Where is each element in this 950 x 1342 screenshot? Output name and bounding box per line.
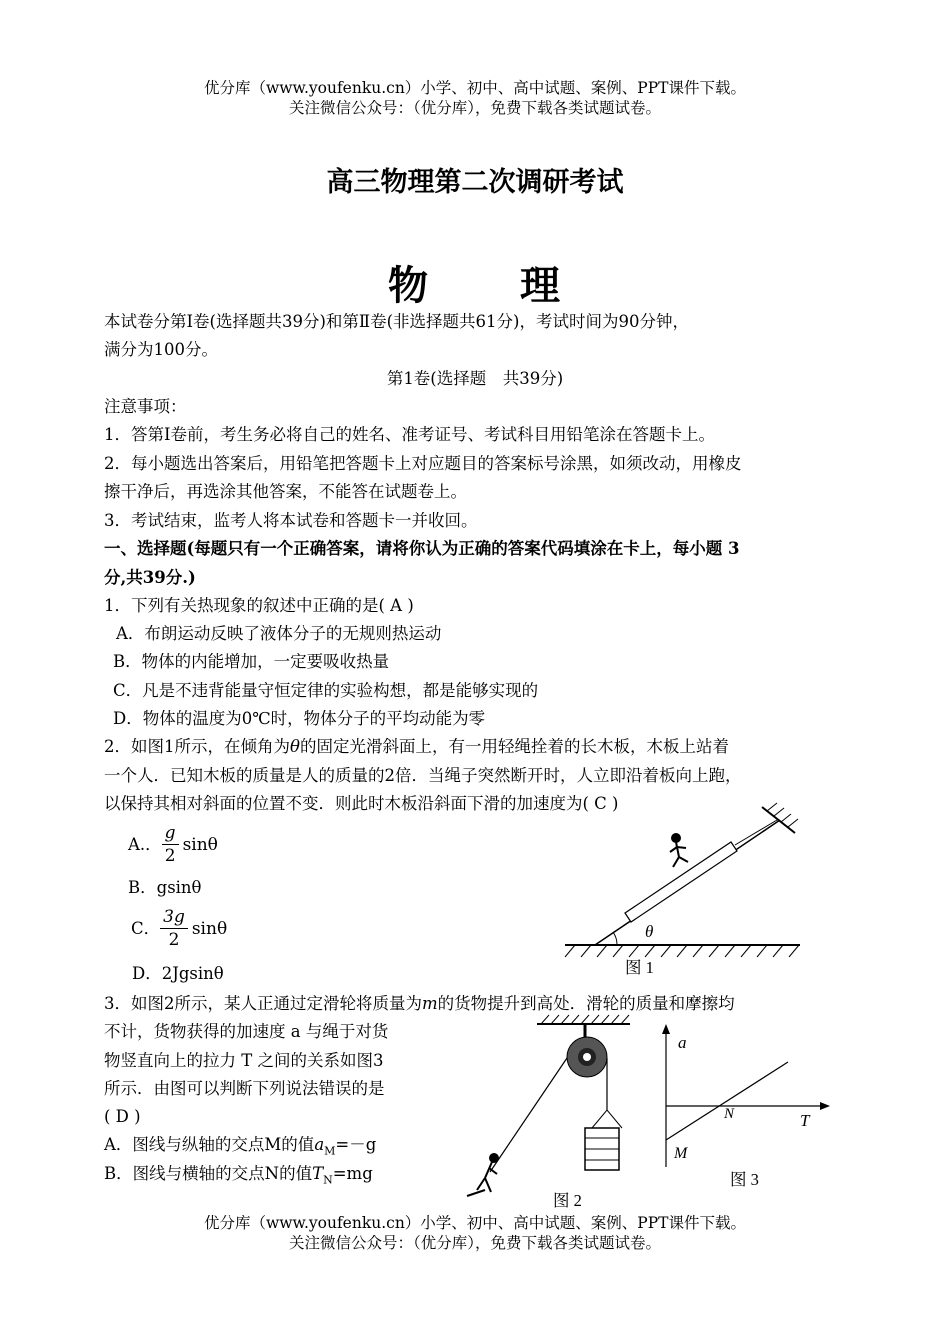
q2-option-c-num: 3g: [160, 906, 188, 929]
q3-option-b-sub: N: [323, 1173, 333, 1187]
notes-item2-line1: 2．每小题选出答案后，用铅笔把答题卡上对应题目的答案标号涂黑，如须改动，用橡皮: [104, 454, 742, 473]
intro-line2: 满分为100分。: [104, 340, 218, 359]
q3-line3: 物竖直向上的拉力 T 之间的关系如图3: [104, 1051, 384, 1070]
footer-line2: 关注微信公众号：（优分库），免费下载各类试题试卷。: [288, 1234, 661, 1252]
section1-heading-line2: 分,共39分.): [104, 568, 196, 587]
q3-m: m: [422, 994, 438, 1013]
fig3-label-t: T: [800, 1111, 810, 1130]
q3-option-a-pre: A．图线与纵轴的交点M的值: [104, 1135, 315, 1154]
q3-option-a-var: a: [314, 1135, 325, 1154]
fig1-ground-hatch: [565, 945, 799, 957]
q2-option-a: [128, 822, 218, 867]
fig1-caption: 图 1: [625, 958, 654, 977]
q2-line1-pre: 2．如图1所示，在倾角为: [104, 737, 290, 756]
q2-option-a-num: g: [162, 822, 179, 845]
q2-option-c-den: 2: [168, 930, 180, 950]
fig3-caption: 图 3: [730, 1170, 759, 1189]
footer-line1: 优分库（www.youfenku.cn）小学、初中、高中试题、案例、PPT课件下载。: [203, 1214, 747, 1232]
q2-theta: θ: [290, 737, 300, 756]
q3-option-b-var: T: [312, 1164, 324, 1183]
q3-option-a-sub: M: [324, 1144, 336, 1158]
intro-line1: 本试卷分第Ⅰ卷(选择题共39分)和第Ⅱ卷(非选择题共61分)，考试时间为90分钟，: [104, 312, 689, 331]
q1-option-c: C．凡是不违背能量守恒定律的实验构想，都是能够实现的: [113, 681, 539, 700]
q3-option-b-pre: B．图线与横轴的交点N的值: [104, 1164, 313, 1183]
subject-char2: 理: [520, 262, 562, 309]
figure-2: [455, 1010, 645, 1210]
notes-item1: 1．答第Ⅰ卷前，考生务必将自己的姓名、准考证号、考试科目用铅笔涂在答题卡上。: [104, 425, 716, 444]
header-line1: 优分库（www.youfenku.cn）小学、初中、高中试题、案例、PPT课件下载。: [203, 79, 747, 97]
figure-3: [650, 1022, 840, 1192]
fig3-label-m: M: [674, 1145, 688, 1162]
q2-option-b: B．gsinθ: [128, 878, 202, 897]
fig1-plank: [625, 842, 737, 922]
q2-line1: [104, 733, 729, 761]
q2-option-a-trig: sinθ: [182, 834, 218, 855]
fig2-hook: [592, 1110, 622, 1128]
part1-title: 第1卷(选择题 共39分): [386, 369, 564, 388]
notes-item2-line2: 擦干净后，再选涂其他答案，不能答在试题卷上。: [104, 482, 467, 501]
q2-option-c-label: C．: [131, 918, 161, 938]
fig3-line: [666, 1062, 788, 1140]
q2-line3: 以保持其相对斜面的位置不变．则此时木板沿斜面下滑的加速度为( C ): [104, 794, 619, 813]
header-line2: 关注微信公众号：（优分库），免费下载各类试题试卷。: [288, 99, 661, 117]
q1-stem: 1．下列有关热现象的叙述中正确的是( A ): [104, 596, 414, 615]
q3-option-a-post: =－g: [335, 1135, 377, 1154]
exam-title: 高三物理第二次调研考试: [326, 167, 624, 198]
q1-option-d: D．物体的温度为0℃时，物体分子的平均动能为零: [113, 709, 486, 728]
subject-title: [0, 254, 950, 311]
q2-option-c: [131, 906, 227, 951]
fig1-angle-arc: [613, 932, 617, 945]
notes-heading: 注意事项：: [104, 397, 187, 416]
q2-option-a-den: 2: [164, 846, 176, 866]
q3-line1-pre: 3．如图2所示，某人正通过定滑轮将质量为: [104, 994, 422, 1013]
fig3-a-axis-arrow: [662, 1024, 670, 1034]
q2-line2: 一个人．已知木板的质量是人的质量的2倍．当绳子突然断开时，人立即沿着板向上跑，: [104, 766, 742, 785]
q2-line1-post: 的固定光滑斜面上，有一用轻绳拴着的长木板，木板上站着: [299, 737, 729, 756]
figure-3-svg: [650, 1022, 840, 1192]
figure-1-svg: [555, 795, 805, 985]
fig1-rope: [735, 820, 777, 845]
q3-line5: ( D ): [104, 1107, 141, 1126]
q1-option-a: A．布朗运动反映了液体分子的无规则热运动: [116, 624, 442, 643]
fig3-t-axis-arrow: [820, 1102, 830, 1110]
q2-option-c-trig: sinθ: [191, 918, 228, 939]
fig2-rope-left: [490, 1058, 567, 1172]
q2-option-d: D．2Jgsinθ: [132, 964, 224, 983]
section1-heading-line1: 一、选择题(每题只有一个正确答案，请将你认为正确的答案代码填涂在卡上，每小题 3: [104, 539, 740, 558]
q1-option-b: B．物体的内能增加，一定要吸收热量: [113, 652, 390, 671]
fig1-person: [670, 834, 688, 867]
fig2-pulley-axle: [583, 1053, 591, 1061]
notes-item3: 3．考试结束，监考人将本试卷和答题卡一并收回。: [104, 511, 478, 530]
q3-option-b: [104, 1160, 373, 1194]
q2-option-a-label: A.．: [128, 834, 162, 854]
q2-option-a-fraction: [162, 822, 179, 867]
fig2-caption: 图 2: [553, 1191, 582, 1210]
q3-line4: 所示．由图可以判断下列说法错误的是: [104, 1079, 385, 1098]
fig3-label-a: a: [678, 1033, 687, 1052]
q3-line1-post: 的货物提升到高处．滑轮的质量和摩擦均: [437, 994, 735, 1013]
fig1-angle-label: θ: [645, 922, 654, 941]
fig2-ceiling-hatch: [541, 1015, 629, 1024]
q3-line2: 不计，货物获得的加速度 a 与绳于对货: [104, 1022, 389, 1041]
fig3-label-n: N: [724, 1106, 735, 1122]
fig2-person: [467, 1154, 498, 1196]
figure-2-svg: [455, 1010, 645, 1210]
q3-option-b-post: =mg: [332, 1164, 373, 1183]
figure-1: [555, 795, 805, 985]
q2-option-c-fraction: [160, 906, 188, 951]
subject-char1: 物: [388, 262, 430, 309]
